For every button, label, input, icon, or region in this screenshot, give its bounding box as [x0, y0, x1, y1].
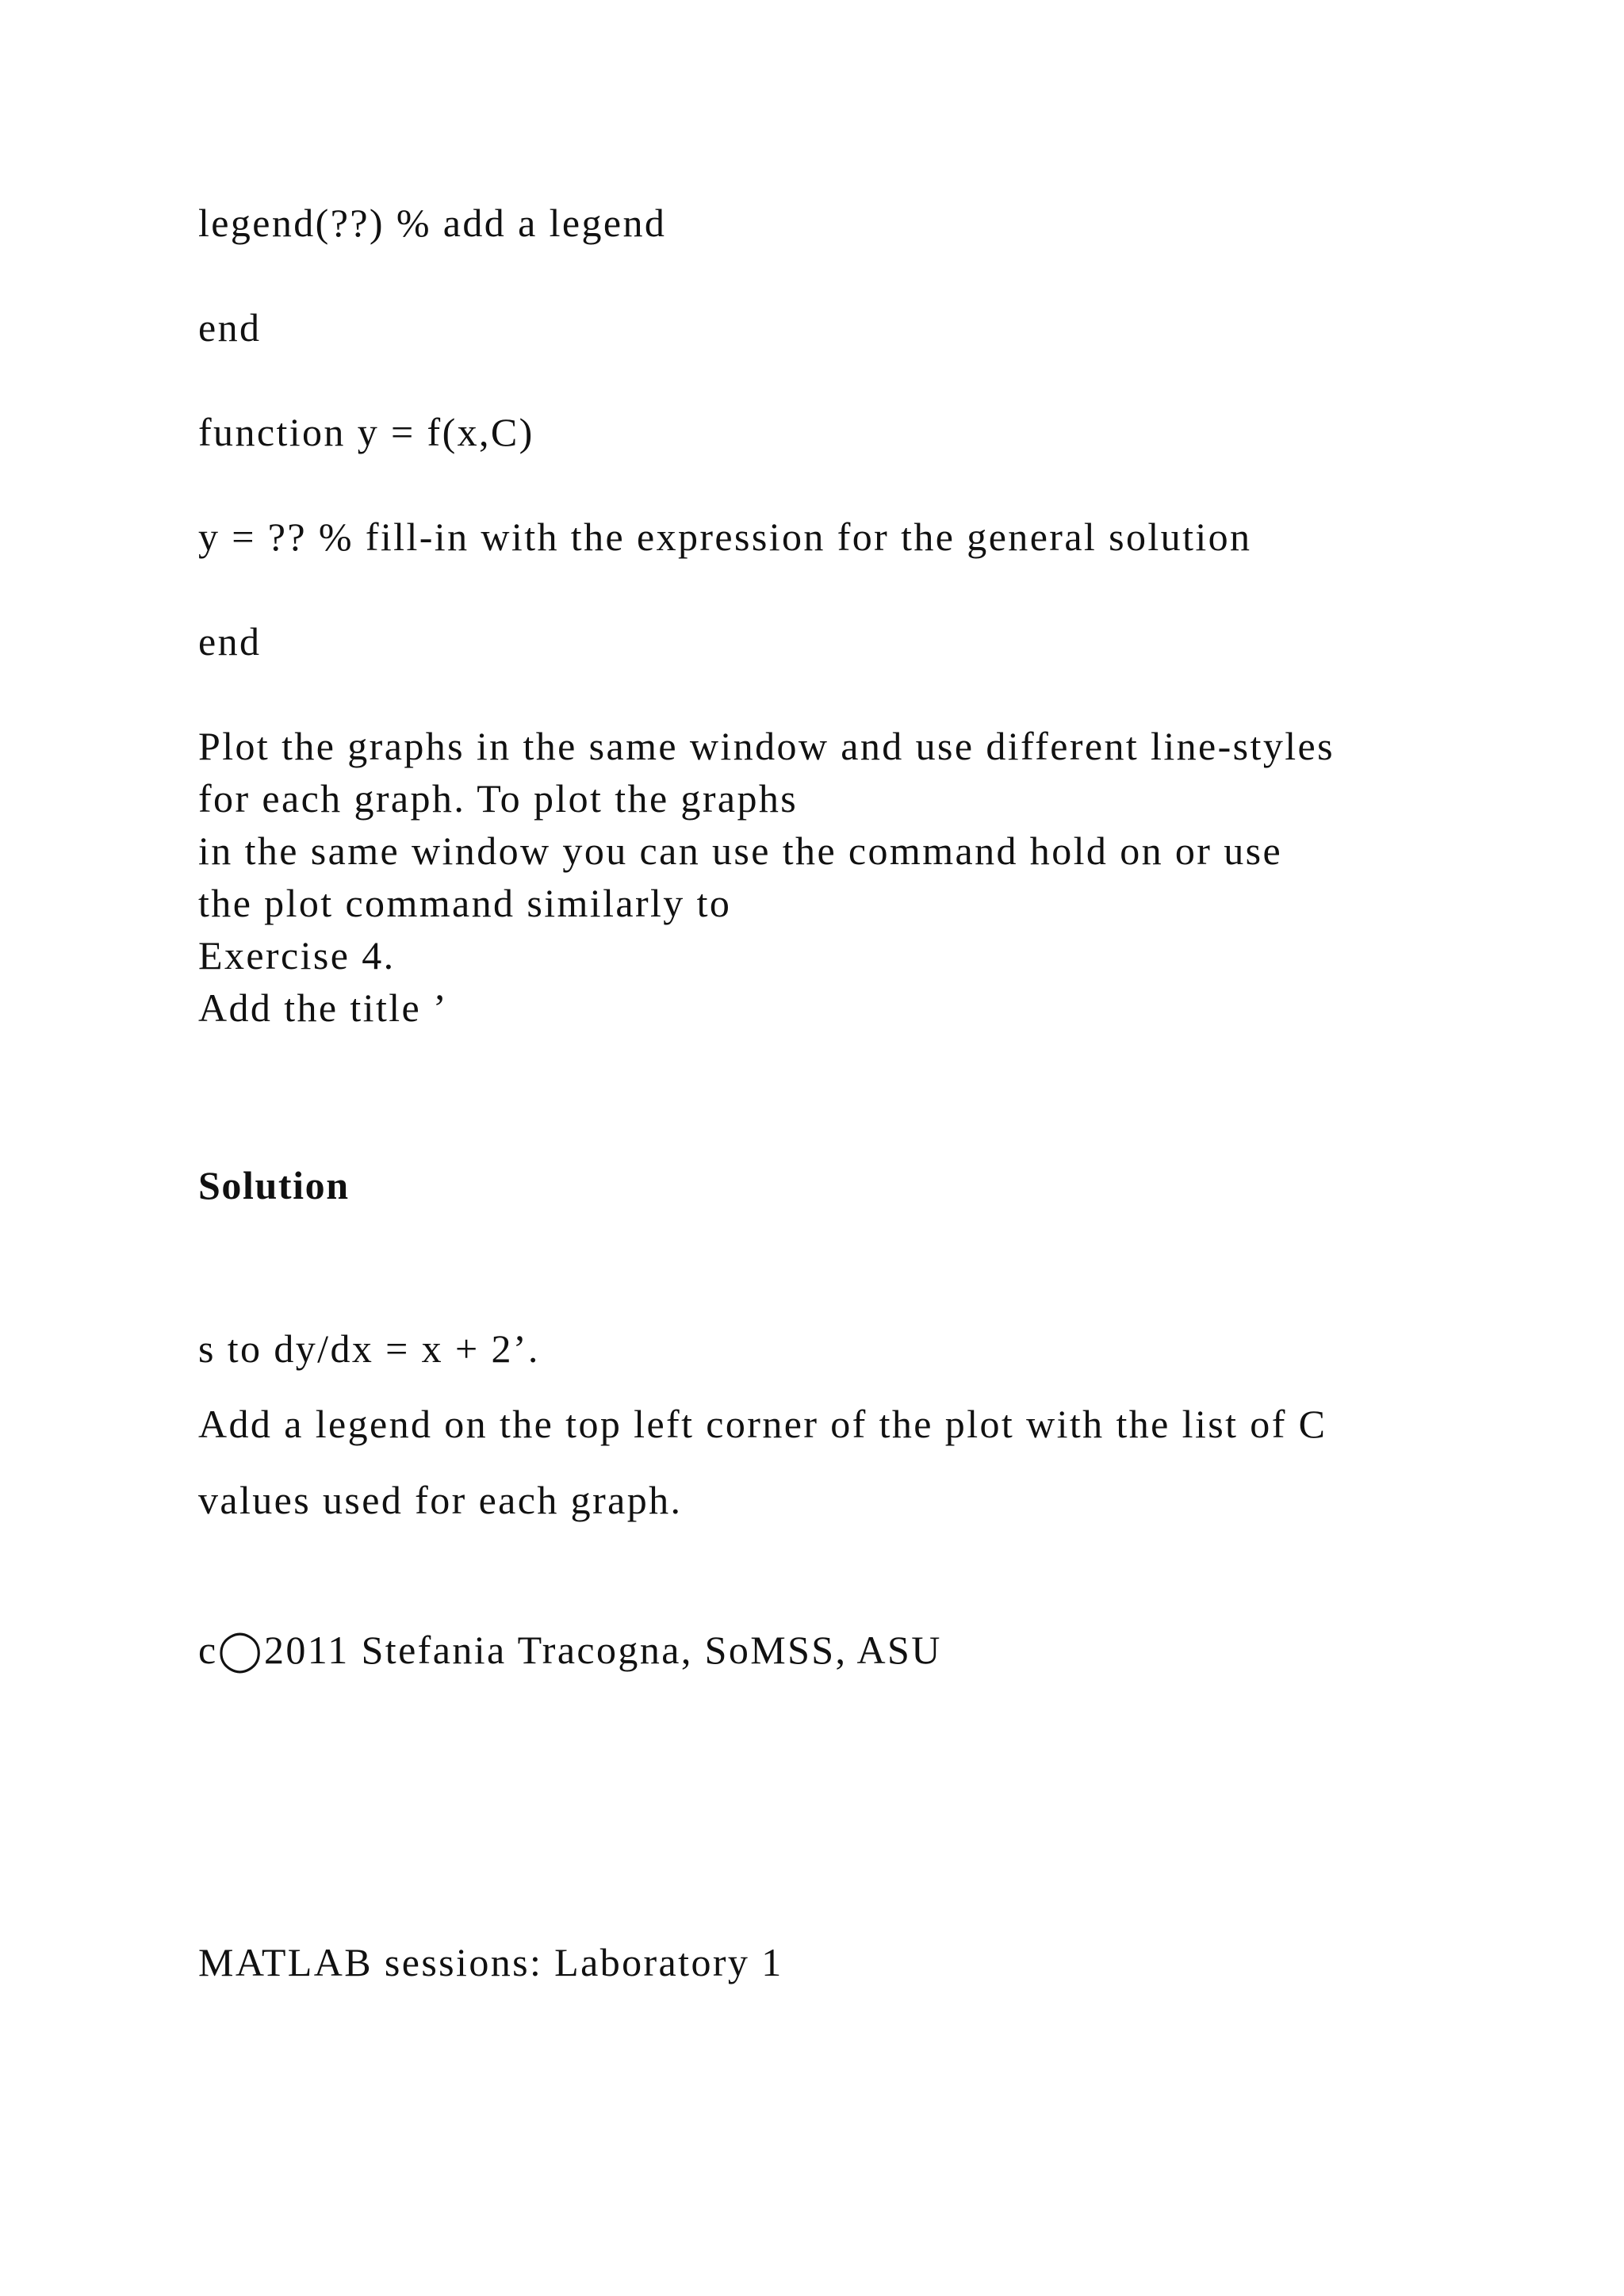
- legend-instruction-line: values used for each graph.: [198, 1478, 683, 1522]
- instructions-paragraph: [198, 720, 1335, 1034]
- copyright-footer: c◯2011 Stefania Tracogna, SoMSS, ASU: [198, 1628, 942, 1672]
- solution-heading: Solution: [198, 1163, 350, 1207]
- instruction-line: Add the title ’: [198, 985, 449, 1030]
- legend-instruction-line: Add a legend on the top left corner of the plot with the list of C: [198, 1402, 1327, 1446]
- instruction-line: the plot command similarly to: [198, 881, 732, 925]
- instruction-line: in the same window you can use the command hold on or use: [198, 828, 1283, 873]
- instruction-line: for each graph. To plot the graphs: [198, 776, 799, 821]
- code-end-line: end: [198, 305, 262, 350]
- session-footer: MATLAB sessions: Laboratory 1: [198, 1940, 783, 1984]
- code-function-line: function y = f(x,C): [198, 410, 534, 454]
- code-end-line: end: [198, 619, 262, 664]
- instruction-line: Plot the graphs in the same window and use different line-styles: [198, 724, 1335, 768]
- code-expression-line: y = ?? % fill-in with the expression for the general solution: [198, 515, 1252, 559]
- code-legend-line: legend(??) % add a legend: [198, 201, 667, 245]
- instruction-line: Exercise 4.: [198, 933, 396, 978]
- continuation-line: s to dy/dx = x + 2’.: [198, 1326, 540, 1371]
